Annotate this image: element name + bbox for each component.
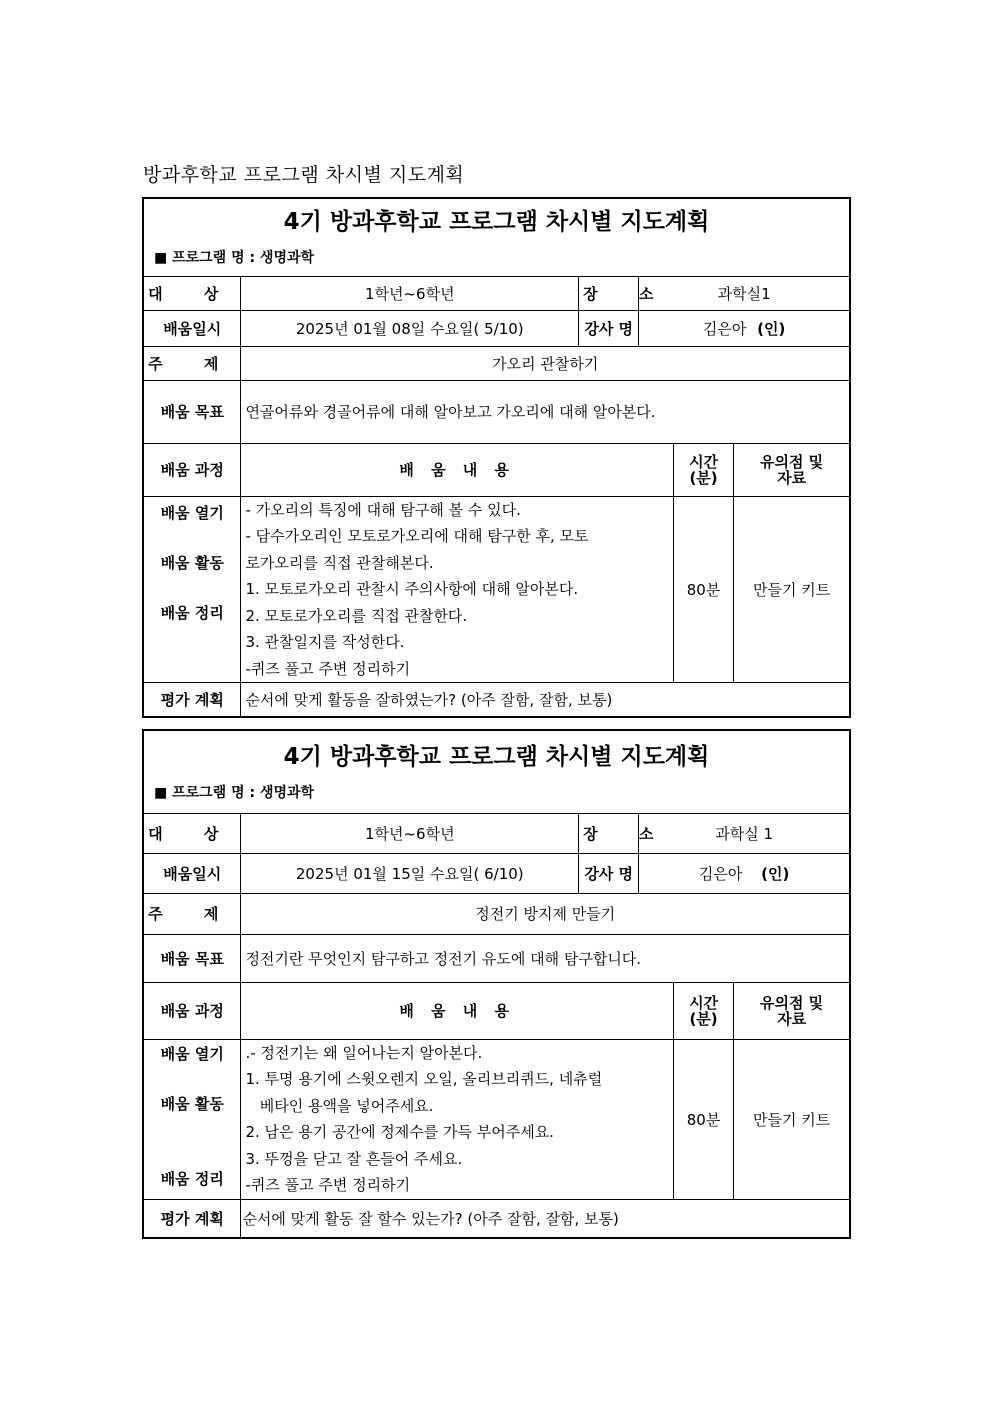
notes-header: 유의점 및 자료	[734, 443, 850, 496]
content-line: 1. 투명 용기에 스윗오렌지 오일, 올리브리퀴드, 네츄럴	[245, 1070, 603, 1088]
notes-header: 유의점 및 자료	[734, 982, 850, 1039]
content-line: 로가오리를 직접 관찰해본다.	[245, 553, 434, 572]
content-line: 3. 관찰일지를 작성한다.	[245, 633, 405, 651]
plan-title: 4기 방과후학교 프로그램 차시별 지도계획	[283, 209, 710, 236]
stage-activity: 배움 활동	[160, 1094, 224, 1113]
teacher-value	[639, 853, 850, 893]
target-value: 1학년~6학년	[241, 276, 579, 310]
place-label: 장 소	[579, 276, 639, 310]
target-label: 대 상	[143, 276, 241, 310]
time-header: 시간 (분)	[673, 982, 733, 1039]
lesson-plan-table-1	[142, 197, 851, 718]
stage-labels	[143, 1039, 241, 1199]
eval-label: 평가 계획	[143, 1199, 241, 1238]
teacher-label: 강사 명	[579, 310, 639, 346]
plan-title: 4기 방과후학교 프로그램 차시별 지도계획	[283, 743, 710, 770]
teacher-name: 김은아	[702, 319, 747, 338]
goal-value: 연골어류와 경골어류에 대해 알아보고 가오리에 대해 알아본다.	[241, 380, 850, 443]
seal-mark: (인)	[761, 864, 790, 883]
plan-header	[143, 730, 850, 813]
time-value: 80분	[673, 1039, 733, 1199]
content-line: - 가오리의 특징에 대해 탐구해 볼 수 있다.	[245, 500, 521, 519]
program-name: ■ 프로그램 명 : 생명과학	[154, 784, 315, 801]
content-header: 배 움 내 용	[241, 982, 674, 1039]
process-label: 배움 과정	[143, 982, 241, 1039]
place-value: 과학실1	[639, 276, 850, 310]
process-label: 배움 과정	[143, 443, 241, 496]
target-label: 대 상	[143, 813, 241, 853]
teacher-value	[639, 310, 850, 346]
content-line: 베타인 용액을 넣어주세요.	[245, 1096, 434, 1115]
time-value: 80분	[673, 496, 733, 683]
stage-activity: 배움 활동	[160, 553, 224, 572]
content-line: 3. 뚜껑을 닫고 잘 흔들어 주세요.	[245, 1149, 463, 1168]
topic-label: 주 제	[143, 893, 241, 934]
lesson-plan-table-2	[142, 729, 851, 1239]
date-label: 배움일시	[143, 310, 241, 346]
place-label: 장 소	[579, 813, 639, 853]
document-title: 방과후학교 프로그램 차시별 지도계획	[143, 164, 465, 186]
content-cell	[241, 496, 674, 683]
eval-value: 순서에 맞게 활동을 잘하였는가? (아주 잘함, 잘함, 보통)	[241, 683, 850, 717]
date-label: 배움일시	[143, 853, 241, 893]
content-line: - 담수가오리인 모토로가오리에 대해 탐구한 후, 모토	[245, 527, 589, 545]
topic-value: 가오리 관찰하기	[241, 346, 850, 380]
stage-open: 배움 열기	[160, 503, 224, 522]
time-header: 시간 (분)	[673, 443, 733, 496]
materials-value: 만들기 키트	[734, 1039, 850, 1199]
stage-open: 배움 열기	[160, 1044, 224, 1063]
goal-value: 정전기란 무엇인지 탐구하고 정전기 유도에 대해 탐구합니다.	[241, 934, 850, 982]
content-line: -퀴즈 풀고 주변 정리하기	[245, 659, 411, 678]
eval-label: 평가 계획	[143, 683, 241, 717]
stage-labels	[143, 496, 241, 683]
teacher-label: 강사 명	[579, 853, 639, 893]
content-line: -퀴즈 풀고 주변 정리하기	[245, 1176, 411, 1194]
content-cell	[241, 1039, 674, 1199]
target-value: 1학년~6학년	[241, 813, 579, 853]
content-line: .- 정전기는 왜 일어나는지 알아본다.	[245, 1043, 483, 1062]
content-line: 1. 모토로가오리 관찰시 주의사항에 대해 알아본다.	[245, 580, 579, 598]
place-value: 과학실 1	[639, 813, 850, 853]
content-header: 배 움 내 용	[241, 443, 674, 496]
date-value: 2025년 01월 15일 수요일( 6/10)	[241, 853, 579, 893]
stage-close: 배움 정리	[160, 1169, 224, 1188]
date-value: 2025년 01월 08일 수요일( 5/10)	[241, 310, 579, 346]
topic-value: 정전기 방지제 만들기	[241, 893, 850, 934]
program-name: ■ 프로그램 명 : 생명과학	[154, 250, 315, 267]
materials-value: 만들기 키트	[734, 496, 850, 683]
goal-label: 배움 목표	[143, 380, 241, 443]
eval-value: 순서에 맞게 활동 잘 할수 있는가? (아주 잘함, 잘함, 보통)	[241, 1199, 850, 1238]
seal-mark: (인)	[757, 319, 786, 338]
content-line: 2. 남은 용기 공간에 정제수를 가득 부어주세요.	[245, 1123, 554, 1141]
stage-close: 배움 정리	[160, 603, 224, 622]
teacher-name: 김은아	[698, 864, 743, 883]
goal-label: 배움 목표	[143, 934, 241, 982]
plan-header	[143, 198, 850, 276]
content-line: 2. 모토로가오리를 직접 관찰한다.	[245, 606, 468, 625]
topic-label: 주 제	[143, 346, 241, 380]
